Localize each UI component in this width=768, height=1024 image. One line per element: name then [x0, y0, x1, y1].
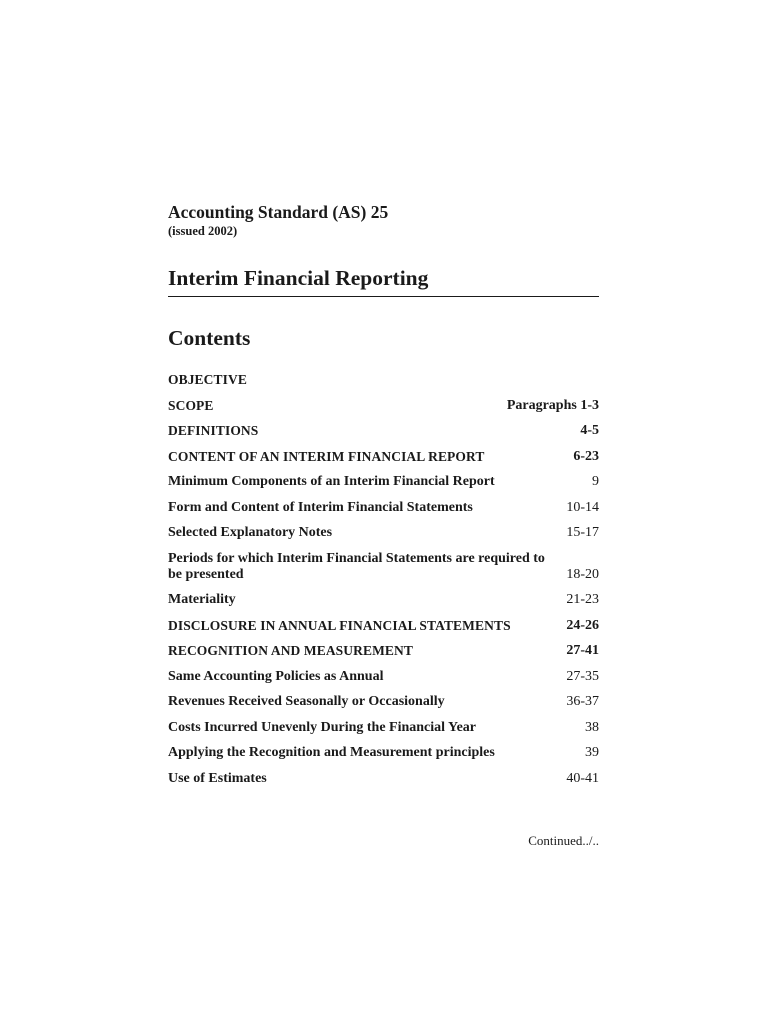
toc-section-row	[168, 398, 599, 414]
toc-entry-paragraphs: 9	[592, 474, 599, 489]
toc-entry-label: Periods for which Interim Financial Statements are required to be presented	[168, 550, 545, 582]
toc-entry-paragraphs: 18-20	[566, 566, 599, 582]
toc-subsection-row	[168, 551, 599, 583]
toc-subsection-row	[168, 525, 599, 541]
document-page	[168, 201, 599, 796]
toc-entry-label: Applying the Recognition and Measurement principles	[168, 745, 495, 760]
toc-entry-label: DISCLOSURE IN ANNUAL FINANCIAL STATEMENTS	[168, 617, 511, 633]
issued-date: (issued 2002)	[168, 224, 238, 238]
toc-subsection-row	[168, 694, 599, 710]
toc-entry-paragraphs: 6-23	[573, 448, 599, 464]
toc-entry-label: Materiality	[168, 592, 236, 607]
toc-entry-paragraphs: 4-5	[580, 423, 599, 438]
toc-subsection-row	[168, 669, 599, 685]
toc-section-row	[168, 643, 599, 659]
toc-entry-paragraphs: 40-41	[566, 770, 599, 786]
toc-section-row	[168, 372, 599, 388]
toc-entry-paragraphs: 27-35	[566, 668, 599, 684]
toc-section-row	[168, 449, 599, 465]
toc-entry-label: Revenues Received Seasonally or Occasionally	[168, 694, 445, 709]
toc-subsection-row	[168, 592, 599, 608]
toc-entry-label: SCOPE	[168, 397, 214, 413]
toc-entry-label: OBJECTIVE	[168, 372, 247, 387]
toc-entry-label: Use of Estimates	[168, 770, 267, 786]
toc-entry-label: Form and Content of Interim Financial Statements	[168, 499, 473, 515]
toc-subsection-row	[168, 745, 599, 761]
toc-entry-paragraphs: 27-41	[566, 643, 599, 658]
toc-entry-paragraphs: 24-26	[566, 617, 599, 633]
toc-entry-paragraphs: 21-23	[566, 592, 599, 607]
toc-entry-paragraphs: 15-17	[566, 525, 599, 540]
table-of-contents	[168, 372, 599, 787]
toc-subsection-row	[168, 720, 599, 736]
document-title: Interim Financial Reporting	[168, 264, 599, 297]
contents-heading: Contents	[168, 326, 251, 350]
toc-entry-label: Minimum Components of an Interim Financial Report	[168, 474, 495, 489]
toc-entry-label: DEFINITIONS	[168, 423, 259, 438]
toc-entry-paragraphs: 36-37	[566, 694, 599, 709]
standard-title: Accounting Standard (AS) 25	[168, 202, 389, 222]
toc-entry-label: Selected Explanatory Notes	[168, 525, 333, 540]
continued-note: Continued../..	[528, 833, 599, 848]
toc-entry-label: RECOGNITION AND MEASUREMENT	[168, 643, 413, 658]
toc-subsection-row	[168, 771, 599, 787]
toc-entry-label: CONTENT OF AN INTERIM FINANCIAL REPORT	[168, 448, 485, 464]
toc-entry-label: Costs Incurred Unevenly During the Financial Year	[168, 719, 476, 735]
toc-entry-paragraphs: 39	[585, 745, 599, 760]
toc-entry-paragraphs: 10-14	[566, 499, 599, 515]
toc-subsection-row	[168, 500, 599, 516]
toc-entry-paragraphs: Paragraphs 1-3	[506, 397, 599, 413]
toc-subsection-row	[168, 474, 599, 490]
toc-entry-label: Same Accounting Policies as Annual	[168, 668, 384, 684]
toc-entry-paragraphs: 38	[585, 719, 599, 735]
toc-section-row	[168, 423, 599, 439]
toc-section-row	[168, 618, 599, 634]
